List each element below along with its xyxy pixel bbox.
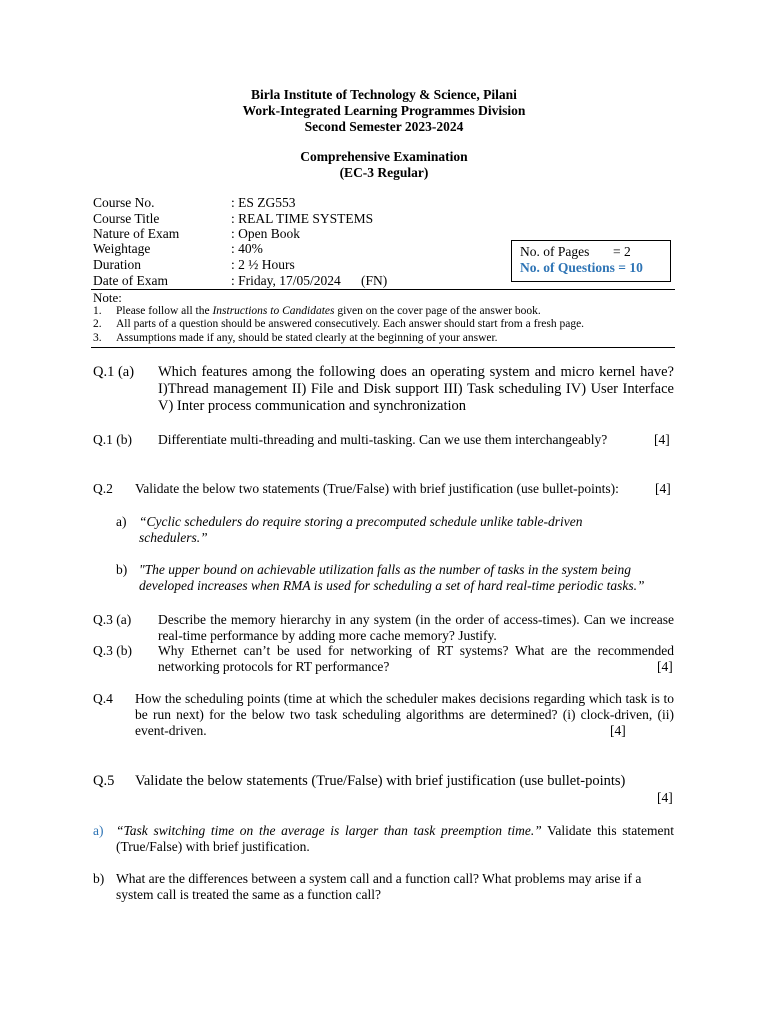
exam-type: (EC-3 Regular): [339, 165, 429, 180]
semester: Second Semester 2023-2024: [304, 119, 464, 134]
question-text-5: Validate the below statements (True/False) with brief justification (use bullet-points): [135, 773, 626, 789]
question-number-1a: Q.1 (a): [93, 364, 135, 380]
q5-a-label: a): [93, 823, 104, 838]
info-box: [511, 240, 671, 282]
question-text-1b: Differentiate multi-threading and multi-tasking. Can we use them interchangeably?: [158, 432, 608, 447]
note-1-post: given on the cover page of the answer book.: [334, 305, 541, 317]
meta-value-date: : Friday, 17/05/2024 (FN): [231, 273, 388, 288]
question-number-4: Q.4: [93, 691, 113, 706]
meta-value-weightage: : 40%: [231, 241, 263, 256]
question-text-3b: Why Ethernet can’t be used for networking of RT systems? What are the recommended networking protocols for RT performance?: [158, 643, 674, 674]
note-heading: Note:: [93, 290, 122, 305]
meta-label-course-title: Course Title: [93, 211, 160, 226]
meta-value-course-no: : ES ZG553: [231, 195, 296, 210]
question-text-1a: Which features among the following does an operating system and micro kernel have? I)Thread management II) File and Disk support III) Task scheduling IV) User Interface V) Inter process communication and synchronization: [158, 364, 674, 414]
q2-a-statement: “Cyclic schedulers do require storing a precomputed schedule unlike table-driven schedulers.”: [139, 514, 583, 545]
note-1-pre: Please follow all the: [116, 305, 213, 317]
note-number-3: 3.: [93, 332, 102, 344]
note-item-1: [116, 305, 541, 317]
q5-b-statement: What are the differences between a system call and a function call? What problems may arise if a system call is treated the same as a function call?: [116, 871, 642, 902]
divider-top: [91, 289, 675, 290]
questions-count: No. of Questions = 10: [520, 260, 643, 275]
note-number-1: 1.: [93, 305, 102, 317]
question-text-3a: Describe the memory hierarchy in any system (in the order of access-times). Can we increase real-time performance by adding more cache memory? Justify.: [158, 612, 674, 643]
meta-value-nature: : Open Book: [231, 226, 300, 241]
marks-1b: [4]: [654, 432, 670, 447]
q2-b-label: b): [116, 562, 128, 577]
question-number-3b: Q.3 (b): [93, 643, 132, 658]
pages-count: No. of Pages = 2: [520, 244, 631, 259]
q5-b-label: b): [93, 871, 105, 886]
marks-3b: [4]: [657, 659, 673, 674]
institute-name: Birla Institute of Technology & Science, Pilani: [251, 87, 517, 102]
marks-4: [4]: [610, 723, 626, 738]
exam-title: Comprehensive Examination: [300, 149, 468, 164]
q2-a-label: a): [116, 514, 127, 529]
marks-5: [4]: [657, 790, 673, 805]
meta-value-course-title: : REAL TIME SYSTEMS: [231, 211, 374, 226]
question-text-4: How the scheduling points (time at which the scheduler makes decisions regarding which task is to be run next) for the below two task scheduling algorithms are determined? (i) clock-driven, (ii) event-driven.: [135, 691, 674, 738]
note-item-2: All parts of a question should be answered consecutively. Each answer should start from a fresh page.: [116, 318, 585, 330]
question-number-5: Q.5: [93, 773, 115, 789]
meta-value-duration: : 2 ½ Hours: [231, 257, 295, 272]
note-item-3: Assumptions made if any, should be stated clearly at the beginning of your answer.: [116, 332, 498, 344]
note-1-italic: Instructions to Candidates: [212, 305, 335, 317]
meta-label-weightage: Weightage: [93, 241, 151, 256]
meta-label-course-no: Course No.: [93, 195, 155, 210]
note-number-2: 2.: [93, 318, 102, 330]
division-name: Work-Integrated Learning Programmes Division: [242, 103, 526, 118]
meta-label-nature: Nature of Exam: [93, 226, 180, 241]
q5-a-statement: [116, 823, 674, 855]
divider-bottom: [91, 347, 675, 348]
meta-label-date: Date of Exam: [93, 273, 168, 288]
q5-a-italic: “Task switching time on the average is larger than task preemption time.”: [116, 823, 542, 838]
meta-label-duration: Duration: [93, 257, 141, 272]
q5-a-rest: Validate this statement (True/False) with brief justification.: [116, 823, 674, 854]
question-number-3a: Q.3 (a): [93, 612, 132, 627]
question-number-2: Q.2: [93, 481, 113, 496]
marks-2: [4]: [655, 481, 671, 496]
question-text-2: Validate the below two statements (True/False) with brief justification (use bullet-points):: [135, 481, 619, 496]
question-number-1b: Q.1 (b): [93, 432, 132, 447]
q2-b-statement: "The upper bound on achievable utilization falls as the number of tasks in the system being developed increases when RMA is used for scheduling a set of hard real-time periodic tasks.”: [139, 562, 645, 593]
